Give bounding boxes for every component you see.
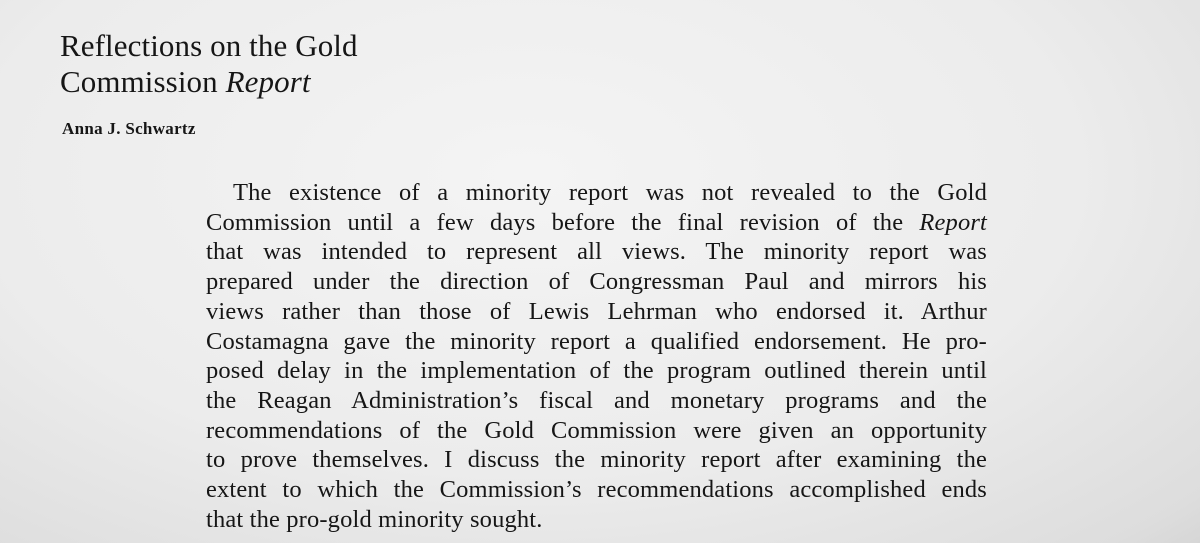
body-line-6: Costamagna gave the minority report a qualified endorsement. He pro- [206,327,987,355]
body-line-10: to prove themselves. I discuss the minority report after examining the [206,446,987,474]
body-line-2-text: Commission until a few days before the final revision of the [206,208,920,236]
body-line-12: that the pro-gold minority sought. [206,505,543,533]
body-line-4: prepared under the direction of Congressman Paul and mirrors his [206,268,987,296]
body-line-3: that was intended to represent all views. The minority report was [206,238,987,266]
body-line-8: the Reagan Administration’s fiscal and monetary programs and the [206,386,987,414]
title-line-2 [60,64,358,100]
body-line-2 [206,208,987,238]
body-line-2-italic: Report [919,208,987,236]
body-paragraph [206,178,987,534]
body-line-5: views rather than those of Lewis Lehrman who endorsed it. Arthur [206,297,987,325]
article-title [60,28,358,100]
title-report-italic: Report [225,64,311,99]
body-line-11: extent to which the Commission’s recommendations accomplished ends [206,476,987,504]
body-line-9: recommendations of the Gold Commission were given an opportunity [206,416,987,444]
body-line-7: posed delay in the implementation of the program outlined therein until [206,357,987,385]
title-line-2-text: Commission [60,64,226,99]
title-line-1: Reflections on the Gold [60,28,358,63]
article-author: Anna J. Schwartz [62,119,196,138]
body-line-1: The existence of a minority report was not revealed to the Gold [233,179,987,206]
